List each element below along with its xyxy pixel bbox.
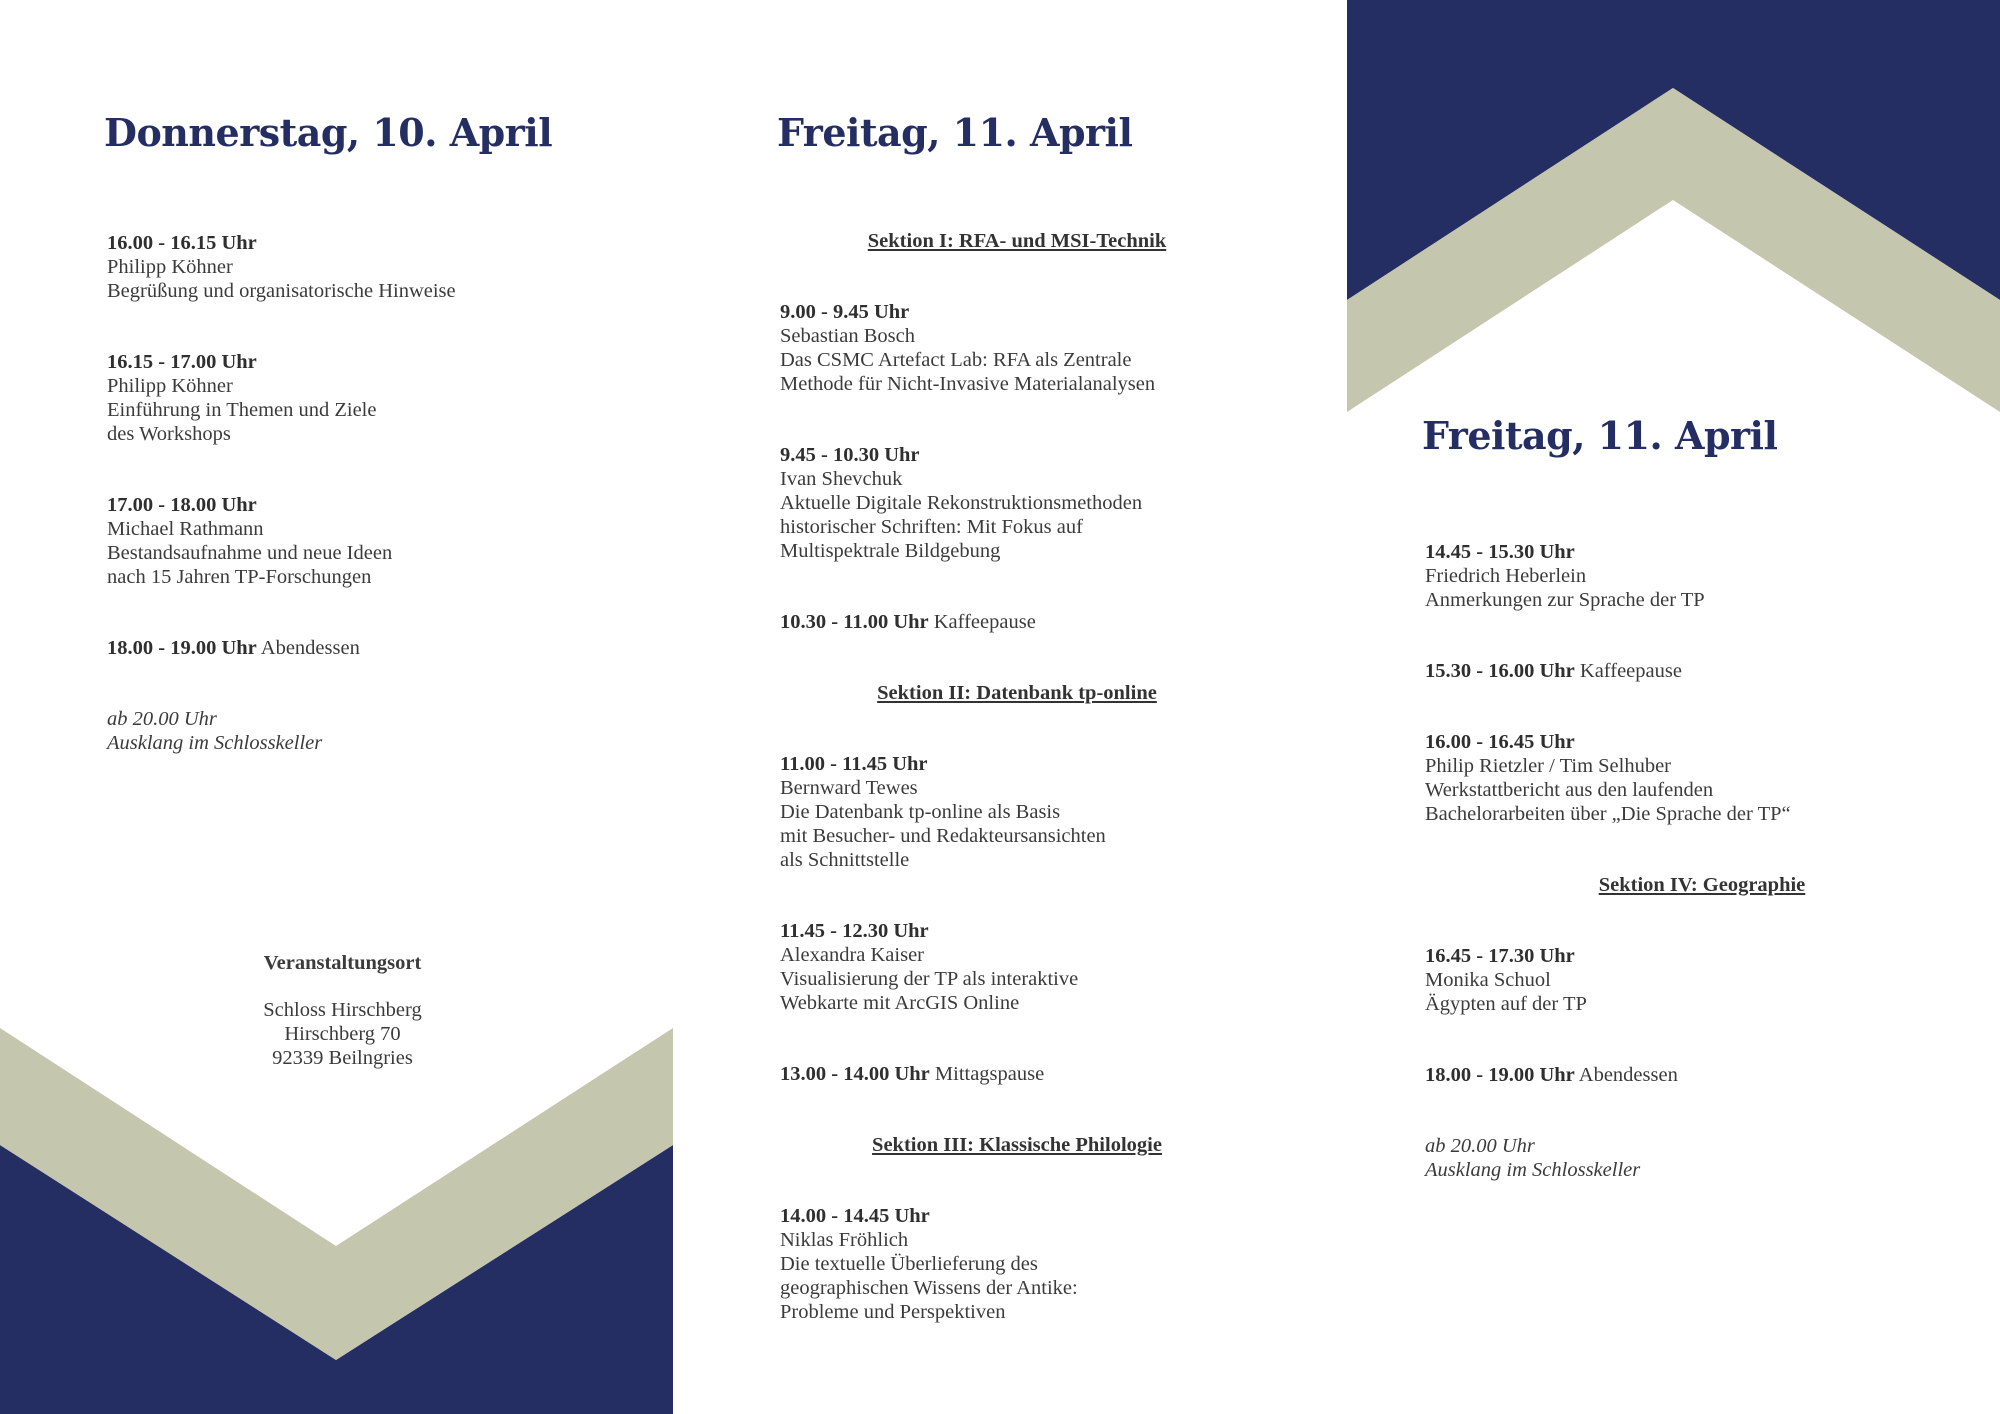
entry-time: 14.45 - 15.30 Uhr bbox=[1425, 541, 1575, 563]
schedule-entry-break bbox=[1425, 1063, 1982, 1087]
schedule-entry-break bbox=[780, 610, 1257, 634]
friday-afternoon-column bbox=[1422, 413, 1982, 1182]
entry-time: 16.45 - 17.30 Uhr bbox=[1425, 945, 1575, 967]
schedule-entry bbox=[107, 350, 664, 446]
entry-topic: Probleme und Perspektiven bbox=[780, 1301, 1006, 1323]
entry-topic: Aktuelle Digitale Rekonstruktionsmethoden bbox=[780, 492, 1143, 514]
schedule-entry bbox=[780, 752, 1257, 872]
entry-topic: Multispektrale Bildgebung bbox=[780, 540, 1001, 562]
entry-topic: Ägypten auf der TP bbox=[1425, 993, 1587, 1015]
schedule-entry-break bbox=[107, 636, 664, 660]
entry-time: 18.00 - 19.00 Uhr bbox=[1425, 1064, 1575, 1086]
entry-topic: als Schnittstelle bbox=[780, 849, 910, 871]
entry-topic: Die Datenbank tp-online als Basis bbox=[780, 801, 1061, 823]
thursday-column bbox=[104, 110, 664, 755]
friday-afternoon-schedule bbox=[1422, 540, 1982, 1182]
section-heading: Sektion I: RFA- und MSI-Technik bbox=[867, 230, 1167, 252]
schedule-entry-evening bbox=[107, 707, 664, 755]
day-title-friday-afternoon: Freitag, 11. April bbox=[1422, 413, 1778, 458]
entry-topic: des Workshops bbox=[107, 423, 231, 445]
venue-city: 92339 Beilngries bbox=[272, 1047, 413, 1069]
entry-speaker: Philipp Köhner bbox=[107, 256, 233, 278]
entry-label: Kaffeepause bbox=[1579, 660, 1682, 682]
entry-speaker: Monika Schuol bbox=[1425, 969, 1551, 991]
schedule-entry bbox=[780, 300, 1257, 396]
entry-topic: Werkstattbericht aus den laufenden bbox=[1425, 779, 1714, 801]
entry-label: Abendessen bbox=[1578, 1064, 1678, 1086]
section-heading: Sektion III: Klassische Philologie bbox=[872, 1134, 1162, 1156]
entry-time: 13.00 - 14.00 Uhr bbox=[780, 1063, 930, 1085]
friday-morning-column bbox=[777, 110, 1257, 1324]
entry-topic: Webkarte mit ArcGIS Online bbox=[780, 992, 1020, 1014]
entry-topic: nach 15 Jahren TP-Forschungen bbox=[107, 566, 372, 588]
schedule-entry bbox=[780, 443, 1257, 563]
entry-label: Kaffeepause bbox=[933, 611, 1036, 633]
schedule-entry bbox=[1425, 944, 1982, 1016]
entry-time: 16.00 - 16.15 Uhr bbox=[107, 232, 257, 254]
entry-time: 9.45 - 10.30 Uhr bbox=[780, 444, 920, 466]
entry-speaker: Bernward Tewes bbox=[780, 777, 918, 799]
venue-title: Veranstaltungsort bbox=[263, 952, 422, 974]
entry-label: Ausklang im Schlosskeller bbox=[1425, 1159, 1641, 1181]
entry-time: 10.30 - 11.00 Uhr bbox=[780, 611, 929, 633]
entry-label: Mittagspause bbox=[934, 1063, 1045, 1085]
entry-speaker: Sebastian Bosch bbox=[780, 325, 915, 347]
entry-speaker: Philipp Köhner bbox=[107, 375, 233, 397]
entry-label: Ausklang im Schlosskeller bbox=[107, 732, 323, 754]
chevron-decoration-top bbox=[1347, 0, 2000, 420]
thursday-schedule bbox=[104, 231, 664, 755]
venue-street: Hirschberg 70 bbox=[284, 1023, 401, 1045]
section-heading: Sektion II: Datenbank tp-online bbox=[877, 682, 1157, 704]
entry-time: 9.00 - 9.45 Uhr bbox=[780, 301, 910, 323]
entry-time: 14.00 - 14.45 Uhr bbox=[780, 1205, 930, 1227]
friday-morning-schedule bbox=[777, 229, 1257, 1324]
entry-speaker: Alexandra Kaiser bbox=[780, 944, 925, 966]
entry-topic: Methode für Nicht-Invasive Materialanalysen bbox=[780, 373, 1156, 395]
schedule-entry bbox=[1425, 730, 1982, 826]
entry-speaker: Niklas Fröhlich bbox=[780, 1229, 909, 1251]
entry-speaker: Friedrich Heberlein bbox=[1425, 565, 1587, 587]
entry-time: ab 20.00 Uhr bbox=[107, 708, 217, 730]
entry-topic: Bestandsaufnahme und neue Ideen bbox=[107, 542, 393, 564]
entry-topic: Bachelorarbeiten über „Die Sprache der TP“ bbox=[1425, 803, 1791, 825]
entry-topic: Das CSMC Artefact Lab: RFA als Zentrale bbox=[780, 349, 1132, 371]
day-title-friday: Freitag, 11. April bbox=[777, 110, 1133, 155]
schedule-entry-evening bbox=[1425, 1134, 1982, 1182]
entry-topic: Einführung in Themen und Ziele bbox=[107, 399, 377, 421]
entry-topic: Anmerkungen zur Sprache der TP bbox=[1425, 589, 1705, 611]
schedule-entry bbox=[107, 231, 664, 303]
entry-topic: Begrüßung und organisatorische Hinweise bbox=[107, 280, 456, 302]
day-title-thursday: Donnerstag, 10. April bbox=[104, 110, 553, 155]
entry-time: 11.45 - 12.30 Uhr bbox=[780, 920, 929, 942]
entry-topic: Die textuelle Überlieferung des bbox=[780, 1253, 1038, 1275]
entry-speaker: Ivan Shevchuk bbox=[780, 468, 903, 490]
schedule-entry bbox=[107, 493, 664, 589]
schedule-entry bbox=[780, 919, 1257, 1015]
entry-speaker: Michael Rathmann bbox=[107, 518, 264, 540]
entry-time: 16.00 - 16.45 Uhr bbox=[1425, 731, 1575, 753]
schedule-entry-break bbox=[780, 1062, 1257, 1086]
entry-topic: historischer Schriften: Mit Fokus auf bbox=[780, 516, 1083, 538]
entry-time: 16.15 - 17.00 Uhr bbox=[107, 351, 257, 373]
entry-label: Abendessen bbox=[260, 637, 360, 659]
entry-time: 18.00 - 19.00 Uhr bbox=[107, 637, 257, 659]
entry-time: 17.00 - 18.00 Uhr bbox=[107, 494, 257, 516]
entry-topic: geographischen Wissens der Antike: bbox=[780, 1277, 1078, 1299]
entry-topic: mit Besucher- und Redakteursansichten bbox=[780, 825, 1106, 847]
entry-time: ab 20.00 Uhr bbox=[1425, 1135, 1535, 1157]
entry-time: 15.30 - 16.00 Uhr bbox=[1425, 660, 1575, 682]
entry-speaker: Philip Rietzler / Tim Selhuber bbox=[1425, 755, 1672, 777]
schedule-entry bbox=[780, 1204, 1257, 1324]
venue-block bbox=[150, 951, 535, 1070]
entry-time: 11.00 - 11.45 Uhr bbox=[780, 753, 928, 775]
entry-topic: Visualisierung der TP als interaktive bbox=[780, 968, 1079, 990]
venue-name: Schloss Hirschberg bbox=[263, 999, 422, 1021]
schedule-entry-break bbox=[1425, 659, 1982, 683]
schedule-entry bbox=[1425, 540, 1982, 612]
section-heading: Sektion IV: Geographie bbox=[1598, 874, 1806, 896]
